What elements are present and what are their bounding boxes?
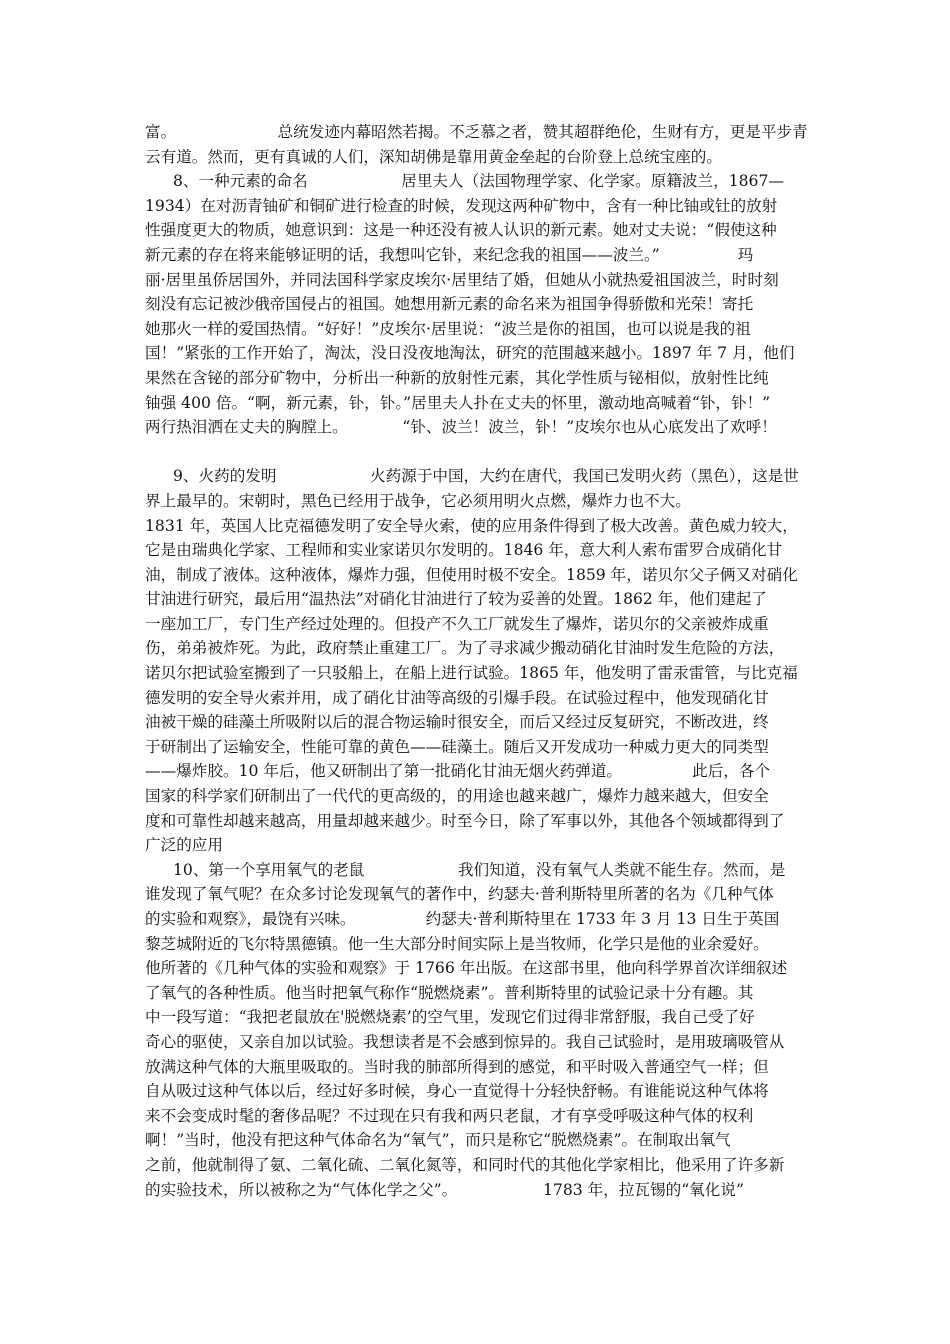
text-line: 广泛的应用 — [145, 836, 223, 855]
text-line: 丽·居里虽侨居国外，并同法国科学家皮埃尔·居里结了婚，但她从小就热爱祖国波兰，时时刻 — [145, 270, 779, 289]
text-line: 中一段写道：“我把老鼠放在'脱燃烧素’的空气里，发现它们过得非常舒服，我自己受了好 — [145, 1008, 755, 1027]
text-line: 德发明的安全导火索并用，成了硝化甘油等高级的引爆手段。在试验过程中，他发现硝化甘 — [145, 688, 769, 707]
text-line: 果然在含铋的部分矿物中，分析出一种新的放射性元素，其化学性质与铋相似，放射性比纯 — [145, 368, 769, 387]
text-line: 黎芝城附近的飞尔特黑德镇。他一生大部分时间实际上是当牧师，化学只是他的业余爱好。 — [145, 934, 769, 953]
text-line: 了氧气的各种性质。他当时把氧气称作“脱燃烧素”。普利斯特里的试验记录十分有趣。其 — [145, 983, 754, 1002]
text-line: 油，制成了液体。这种液体，爆炸力强，但使用时极不安全。1859 年，诺贝尔父子俩又对硝化 — [145, 565, 798, 584]
text-line: 富。 总统发迹内幕昭然若揭。不乏慕之者，赞其超群绝伦，生财有方，更是平步青 — [145, 123, 808, 141]
text-line: 1831 年，英国人比克福德发明了安全导火索，使的应用条件得到了极大改善。黄色威力较大， — [145, 516, 798, 535]
text-line: 国！”紧张的工作开始了，淘汰，没日没夜地淘汰，研究的范围越来越小。1897 年 7 月，他们 — [145, 344, 795, 363]
text-line: 国家的科学家们研制出了一代代的更高级的，的用途也越来越广，爆炸力越来越大，但安全 — [145, 787, 769, 806]
text-line: 谁发现了氧气呢？在众多讨论发现氧气的著作中，约瑟夫·普利斯特里所著的名为《几种气体 — [145, 885, 774, 904]
text-line: 的实验技术，所以被称之为“气体化学之父”。 1783 年，拉瓦锡的“氧化说” — [145, 1180, 744, 1199]
text-line: 云有道。然而，更有真诚的人们，深知胡佛是靠用黄金垒起的台阶登上总统宝座的。 — [145, 147, 722, 166]
text-line: 一座加工厂，专门生产经过处理的。但投产不久工厂就发生了爆炸，诺贝尔的父亲被炸成重 — [145, 614, 769, 633]
text-line: ——爆炸胶。10 年后，他又研制出了第一批硝化甘油无烟火药弹道。 此后，各个 — [145, 762, 771, 781]
text-line: 两行热泪洒在丈夫的胸膛上。 “钋、波兰！波兰，钋！”皮埃尔也从心底发出了欢呼！ — [145, 418, 777, 437]
text-line: 9、火药的发明 火药源于中国，大约在唐代，我国已发明火药（黑色），这是世 — [173, 467, 799, 486]
text-line: 新元素的存在将来能够证明的话，我想叫它钋，来纪念我的祖国——波兰。” 玛 — [145, 245, 754, 264]
text-line: 诺贝尔把试验室搬到了一只驳船上，在船上进行试验。1865 年，他发明了雷汞雷管，与比克福 — [145, 664, 798, 683]
text-line: 8、一种元素的命名 居里夫人（法国物理学家、化学家。原籍波兰，1867— — [173, 172, 784, 191]
text-line: 他所著的《几种气体的实验和观察》于 1766 年出版。在这部书里，他向科学界首次详细叙述 — [145, 959, 788, 978]
text-line: 1934）在对沥青铀矿和铜矿进行检查的时候，发现这两种矿物中，含有一种比铀或钍的放射 — [145, 196, 778, 215]
text-line: 度和可靠性却越来越高，用量却越来越少。时至今日，除了军事以外，其他各个领域都得到了 — [145, 811, 785, 830]
text-line: 自从吸过这种气体以后，经过好多时候，身心一直觉得十分轻快舒畅。有谁能说这种气体将 — [145, 1082, 769, 1101]
text-line: 的实验和观察》，最饶有兴味。 约瑟夫·普利斯特里在 1733 年 3 月 13 日生于英国 — [145, 910, 780, 928]
text-line: 性强度更大的物质，她意识到：这是一种还没有被人认识的新元素。她对丈夫说：“假使这种 — [145, 221, 777, 240]
text-line: 伤，弟弟被炸死。为此，政府禁止重建工厂。为了寻求减少搬动硝化甘油时发生危险的方法， — [145, 639, 785, 658]
text-line: 界上最早的。宋朝时，黑色已经用于战争，它必须用明火点燃，爆炸力也不大。 — [145, 491, 691, 510]
blank-line — [145, 440, 811, 465]
text-line: 10、第一个享用氧气的老鼠 我们知道，没有氧气人类就不能生存。然而，是 — [173, 860, 786, 879]
text-line: 她那火一样的爱国热情。“好好！”皮埃尔·居里说：“波兰是你的祖国，也可以说是我的祖 — [145, 319, 751, 338]
text-line: 甘油进行研究，最后用“温热法”对硝化甘油进行了较为妥善的处置。1862 年，他们建起了 — [145, 590, 767, 609]
text-line: 放满这种气体的大瓶里吸取的。当时我的肺部所得到的感觉，和平时吸入普通空气一样；但 — [145, 1057, 769, 1076]
document-body — [145, 120, 811, 1202]
text-line: 铀强 400 倍。“啊，新元素，钋，钋。”居里夫人扑在丈夫的怀里，激动地高喊着“钋，钋！” — [145, 393, 771, 412]
text-line: 它是由瑞典化学家、工程师和实业家诺贝尔发明的。1846 年，意大利人索布雷罗合成硝化甘 — [145, 541, 783, 560]
text-line: 刻没有忘记被沙俄帝国侵占的祖国。她想用新元素的命名来为祖国争得骄傲和光荣！寄托 — [145, 295, 754, 314]
text-line: 之前，他就制得了氨、二氧化硫、二氧化氮等，和同时代的其他化学家相比，他采用了许多新 — [145, 1155, 785, 1174]
text-line: 于研制出了运输安全，性能可靠的黄色——硅藻土。随后又开发成功一种威力更大的同类型 — [145, 737, 769, 756]
text-line: 油被干燥的硅藻土所吸附以后的混合物运输时很安全，而后又经过反复研究，不断改进，终 — [145, 713, 769, 732]
text-line: 啊！”当时，他没有把这种气体命名为“氧气”，而只是称它“脱燃烧素”。在制取出氧气 — [145, 1131, 731, 1150]
text-line: 奇心的驱使，又亲自加以试验。我想读者是不会感到惊异的。我自己试验时，是用玻璃吸管从 — [145, 1032, 785, 1051]
text-line: 来不会变成时髦的奢侈品呢？不过现在只有我和两只老鼠，才有享受呼吸这种气体的权利 — [145, 1106, 754, 1125]
